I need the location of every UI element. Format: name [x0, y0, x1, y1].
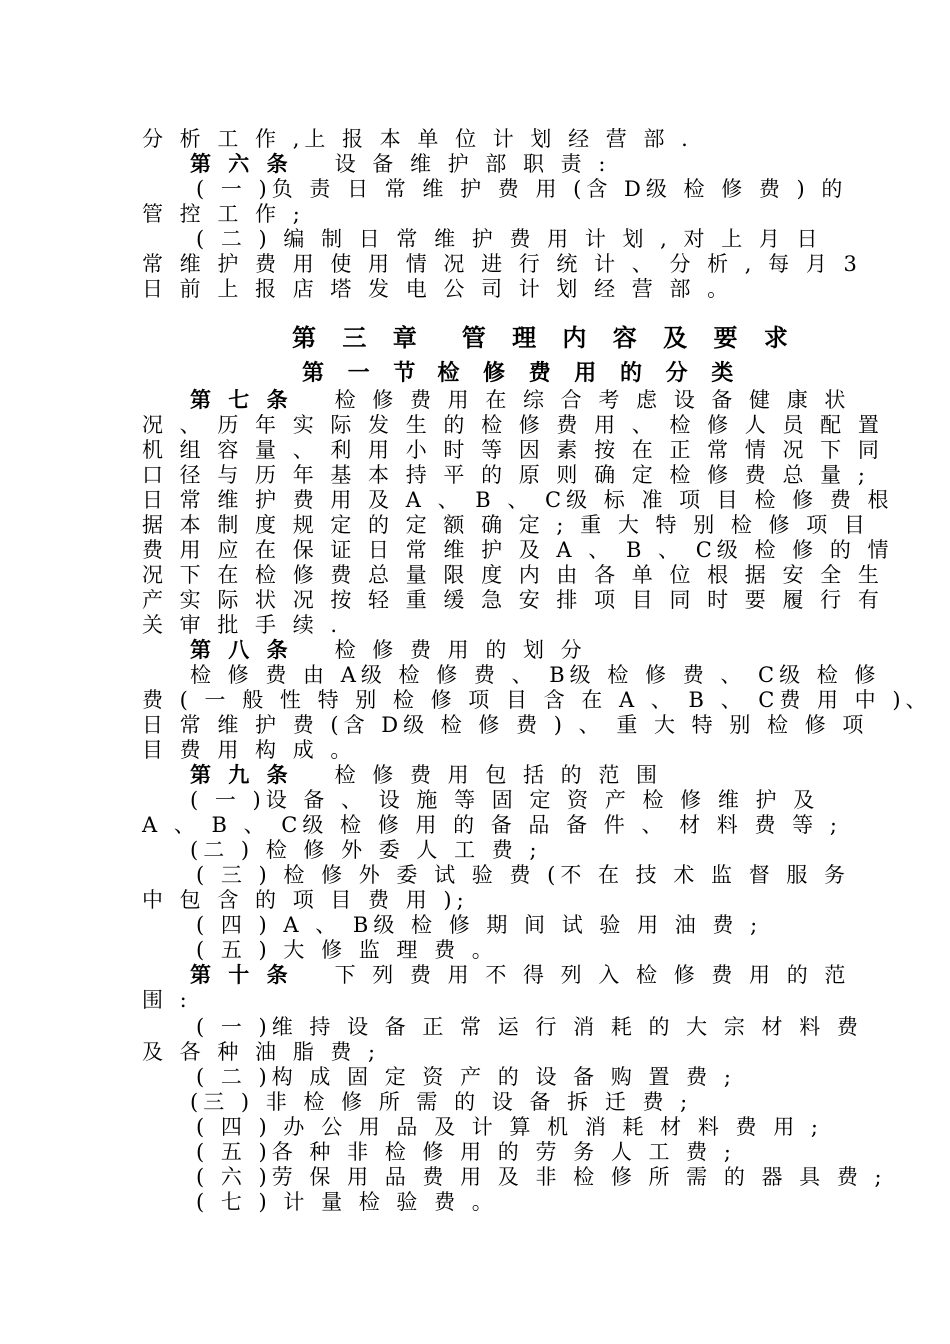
chapter-title: 管 理 内 容 及 要 求 [461, 323, 797, 352]
text-line: 况 下 在 检 修 费 总 量 限 度 内 由 各 单 位 根 据 安 全 生 [142, 563, 884, 587]
chapter-heading [292, 323, 950, 353]
article-7-line [190, 387, 950, 413]
text-line: 费 用 应 在 保 证 日 常 维 护 及 A 、 B 、 C级 检 修 的 情 [142, 538, 894, 562]
chapter-number: 第 三 章 [292, 323, 426, 352]
text-line: 检 修 费 由 A级 检 修 费 、 B级 检 修 费 、 C级 检 修 [190, 663, 881, 687]
text-line: ( 五 )各 种 非 检 修 用 的 劳 务 人 工 费 ; [196, 1140, 736, 1164]
article-9-heading: 第 九 条 [190, 762, 293, 787]
text-line: ( 四 ) A 、 B级 检 修 期 间 试 验 用 油 费 ; [196, 913, 763, 937]
text-line: 日 常 维 护 费 (含 D级 检 修 费 ) 、 重 大 特 别 检 修 项 [142, 713, 869, 737]
section-number: 第 一 节 [302, 360, 424, 386]
text-line: 费 ( 一 般 性 特 别 检 修 项 目 含 在 A 、 B 、 C费 用 中 )、 [142, 688, 932, 712]
section-heading [302, 359, 950, 387]
text-line: 况 、 历 年 实 际 发 生 的 检 修 费 用 、 检 修 人 员 配 置 [142, 413, 884, 437]
text-line: ( 二 ) 编 制 日 常 维 护 费 用 计 划 , 对 上 月 日 [196, 227, 823, 251]
article-10-line [190, 962, 950, 988]
text-line: 日 前 上 报 店 塔 发 电 公 司 计 划 经 营 部 。 [142, 277, 734, 301]
text-line: 下 列 费 用 不 得 列 入 检 修 费 用 的 范 [334, 963, 851, 987]
text-line: ( 五 ) 大 修 监 理 费 。 [196, 938, 498, 962]
article-6-line [190, 151, 950, 177]
text-line: 据 本 制 度 规 定 的 定 额 确 定 ; 重 大 特 别 检 修 项 目 [142, 513, 870, 537]
text-line: 检 修 费 用 包 括 的 范 围 [334, 763, 663, 787]
article-8-line [190, 637, 950, 663]
text-line: ( 三 ) 检 修 外 委 试 验 费 (不 在 技 术 监 督 服 务 [196, 863, 851, 887]
text-line: ( 一 )维 持 设 备 正 常 运 行 消 耗 的 大 宗 材 料 费 [196, 1015, 863, 1039]
article-6-heading: 第 六 条 [190, 151, 293, 176]
section-title: 检 修 费 用 的 分 类 [437, 360, 742, 386]
text-line: (三 ) 非 检 修 所 需 的 设 备 拆 迁 费 ; [190, 1090, 693, 1114]
text-line: 机 组 容 量 、 利 用 小 时 等 因 素 按 在 正 常 情 况 下 同 [142, 438, 884, 462]
text-line: 围 : [142, 988, 192, 1012]
text-line: 常 维 护 费 用 使 用 情 况 进 行 统 计 、 分 析 , 每 月 3 [142, 252, 862, 276]
text-line: 检 修 费 用 的 划 分 [334, 638, 587, 662]
text-line: 日 常 维 护 费 用 及 A 、 B 、 C级 标 准 项 目 检 修 费 根 [142, 488, 894, 512]
article-8-heading: 第 八 条 [190, 637, 293, 662]
text-line: ( 四 ) 办 公 用 品 及 计 算 机 消 耗 材 料 费 用 ; [196, 1115, 823, 1139]
text-line: A 、 B 、 C级 检 修 用 的 备 品 备 件 、 材 料 费 等 ; [142, 813, 842, 837]
text-line: 关 审 批 手 续 . [142, 613, 343, 637]
article-7-heading: 第 七 条 [190, 387, 293, 412]
text-line: ( 一 )设 备 、 设 施 等 固 定 资 产 检 修 维 护 及 [190, 788, 820, 812]
article-10-heading: 第 十 条 [190, 962, 293, 987]
text-line: 设 备 维 护 部 职 责 : [334, 152, 611, 176]
text-line: (二 ) 检 修 外 委 人 工 费 ; [190, 838, 542, 862]
text-line: 中 包 含 的 项 目 费 用 ); [142, 888, 469, 912]
text-line: ( 一 )负 责 日 常 维 护 费 用 (含 D级 检 修 费 ) 的 [196, 177, 848, 201]
text-line: ( 六 )劳 保 用 品 费 用 及 非 检 修 所 需 的 器 具 费 ; [196, 1165, 887, 1189]
text-line: 分 析 工 作 ,上 报 本 单 位 计 划 经 营 部 . [142, 127, 693, 151]
article-9-line [190, 762, 950, 788]
text-line: 目 费 用 构 成 。 [142, 738, 357, 762]
text-line: ( 七 ) 计 量 检 验 费 。 [196, 1190, 498, 1214]
text-line: 检 修 费 用 在 综 合 考 虑 设 备 健 康 状 [334, 388, 851, 412]
text-line: 产 实 际 状 况 按 轻 重 缓 急 安 排 项 目 同 时 要 履 行 有 [142, 588, 884, 612]
text-line: ( 二 )构 成 固 定 资 产 的 设 备 购 置 费 ; [196, 1065, 736, 1089]
text-line: 及 各 种 油 脂 费 ; [142, 1040, 381, 1064]
text-line: 口 径 与 历 年 基 本 持 平 的 原 则 确 定 检 修 费 总 量 ; [142, 463, 870, 487]
text-line: 管 控 工 作 ; [142, 202, 305, 226]
